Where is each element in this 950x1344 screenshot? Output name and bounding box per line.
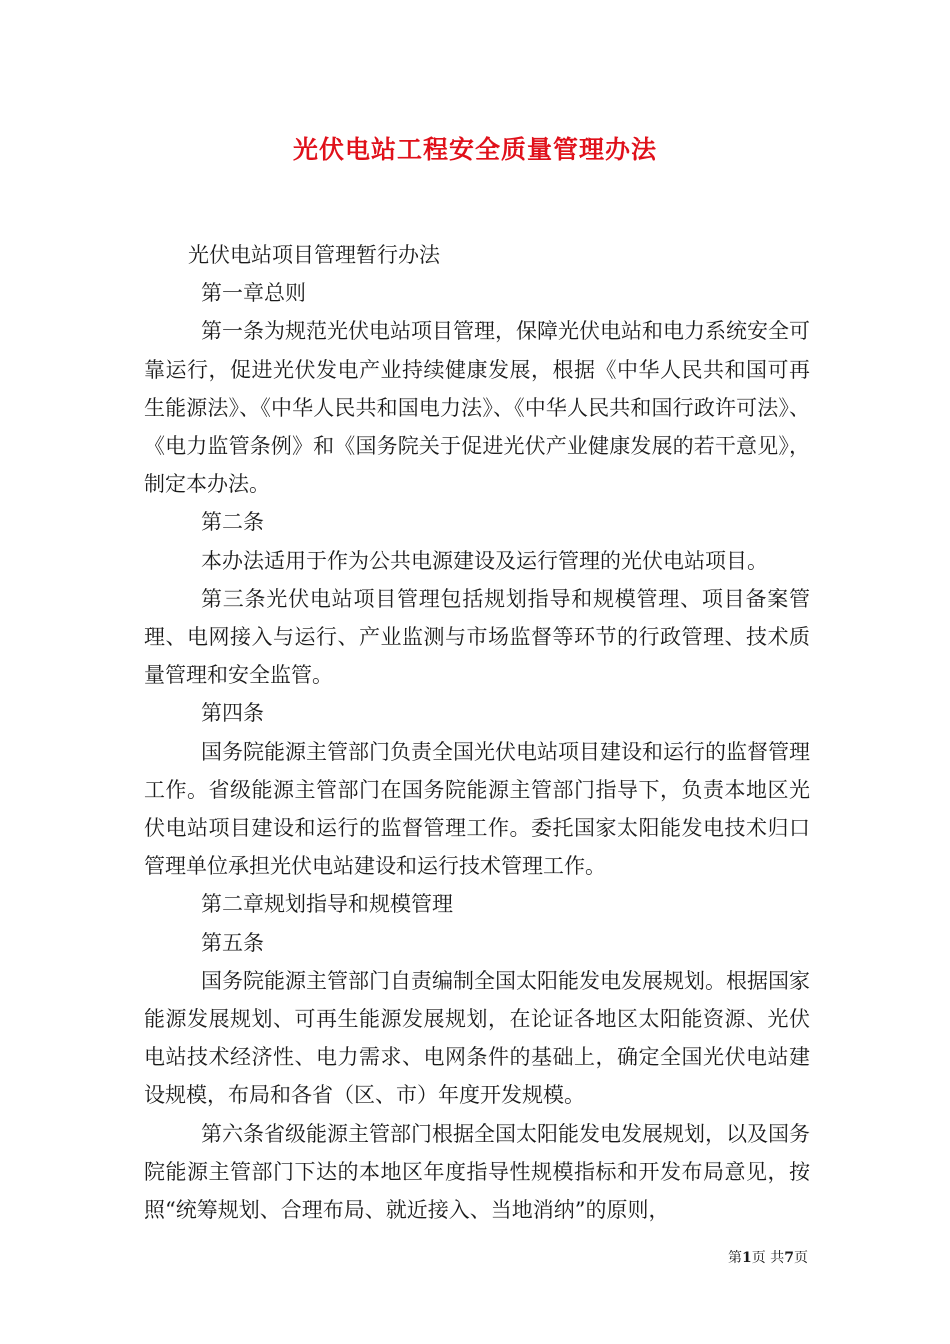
article-heading: 第二条 bbox=[201, 510, 264, 535]
article-paragraph: 国务院能源主管部门自责编制全国太阳能发电发展规划。根据国家能源发展规划、可再生能源发展规划，在论证各地区太阳能资源、光伏电站技术经济性、电力需求、电网条件的基础上，确定全国光伏电站建设规模，布局和各省（区、市）年度开发规模。 bbox=[144, 968, 810, 1108]
page-footer bbox=[0, 1248, 808, 1268]
footer-prefix: 第 bbox=[728, 1250, 743, 1266]
chapter-heading: 第一章总则 bbox=[201, 281, 306, 306]
article-paragraph: 本办法适用于作为公共电源建设及运行管理的光伏电站项目。 bbox=[201, 548, 768, 573]
document-subtitle: 光伏电站项目管理暂行办法 bbox=[188, 243, 440, 267]
total-pages-number: 7 bbox=[784, 1250, 794, 1266]
document-body bbox=[144, 236, 810, 1229]
article-paragraph: 国务院能源主管部门负责全国光伏电站项目建设和运行的监督管理工作。省级能源主管部门在国务院能源主管部门指导下，负责本地区光伏电站项目建设和运行的监督管理工作。委托国家太阳能发电技术归口管理单位承担光伏电站建设和运行技术管理工作。 bbox=[144, 739, 810, 879]
footer-suffix: 页 bbox=[794, 1250, 808, 1266]
article-heading: 第四条 bbox=[201, 701, 264, 726]
current-page-number: 1 bbox=[742, 1250, 752, 1266]
article-paragraph: 第六条省级能源主管部门根据全国太阳能发电发展规划，以及国务院能源主管部门下达的本地区年度指导性规模指标和开发布局意见，按照“统筹规划、合理布局、就近接入、当地消纳”的原则， bbox=[144, 1121, 810, 1223]
chapter-heading: 第二章规划指导和规模管理 bbox=[201, 892, 453, 917]
article-paragraph: 第一条为规范光伏电站项目管理，保障光伏电站和电力系统安全可靠运行，促进光伏发电产业持续健康发展，根据《中华人民共和国可再生能源法》、《中华人民共和国电力法》、《中华人民共和国行政许可法》、《电力监管条例》和《国务院关于促进光伏产业健康发展的若干意见》，制定本办法。 bbox=[144, 319, 810, 497]
footer-middle: 页 共 bbox=[751, 1250, 785, 1266]
article-paragraph: 第三条光伏电站项目管理包括规划指导和规模管理、项目备案管理、电网接入与运行、产业监测与市场监督等环节的行政管理、技术质量管理和安全监管。 bbox=[144, 586, 810, 688]
document-title: 光伏电站工程安全质量管理办法 bbox=[292, 135, 657, 164]
article-heading: 第五条 bbox=[201, 930, 264, 955]
